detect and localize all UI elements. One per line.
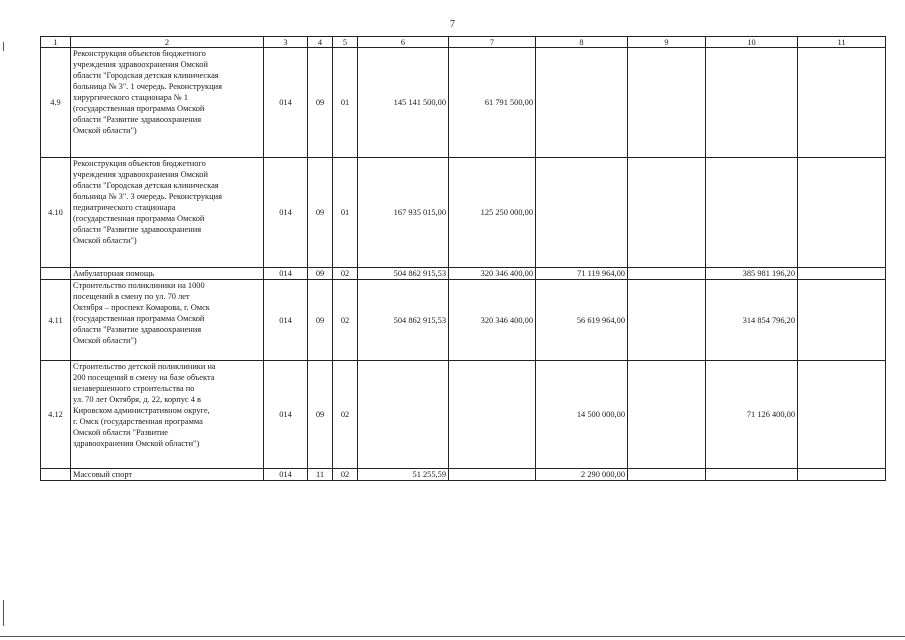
cell-c11 bbox=[798, 48, 886, 158]
cell-c3: 014 bbox=[264, 280, 308, 361]
cell-c8: 14 500 000,00 bbox=[536, 361, 628, 469]
cell-c5: 02 bbox=[333, 268, 358, 280]
cell-c3: 014 bbox=[264, 48, 308, 158]
column-number: 3 bbox=[264, 37, 308, 48]
cell-c11 bbox=[798, 268, 886, 280]
row-name: Реконструкция объектов бюджетного учреждения здравоохранения Омской области "Городская детская клиническая больница № 3". 3 очередь. Реконструкция педиатрического стационара (государственная программа Омской области "Развитие здравоохранения Омской области") bbox=[71, 158, 264, 268]
column-number: 6 bbox=[358, 37, 449, 48]
table-row bbox=[41, 469, 886, 481]
row-number: 4.9 bbox=[41, 48, 71, 158]
cell-c11 bbox=[798, 280, 886, 361]
row-name: Реконструкция объектов бюджетного учреждения здравоохранения Омской области "Городская детская клиническая больница № 3". 1 очередь. Реконструкция хирургического стационара № 1 (государственная программа Омской области "Развитие здравоохранения Омской области") bbox=[71, 48, 264, 158]
cell-c11 bbox=[798, 361, 886, 469]
table-row bbox=[41, 268, 886, 280]
cell-c3: 014 bbox=[264, 158, 308, 268]
cell-c3: 014 bbox=[264, 469, 308, 481]
table-row bbox=[41, 48, 886, 158]
cell-c3: 014 bbox=[264, 361, 308, 469]
cell-c9 bbox=[628, 361, 706, 469]
cell-c7: 320 346 400,00 bbox=[449, 268, 536, 280]
cell-c3: 014 bbox=[264, 268, 308, 280]
cell-c5: 01 bbox=[333, 48, 358, 158]
column-number: 2 bbox=[71, 37, 264, 48]
budget-table bbox=[40, 36, 886, 481]
cell-c10: 314 854 796,20 bbox=[706, 280, 798, 361]
cell-c4: 09 bbox=[308, 158, 333, 268]
column-number: 10 bbox=[706, 37, 798, 48]
cell-c6: 145 141 500,00 bbox=[358, 48, 449, 158]
row-name: Строительство поликлиники на 1000 посещений в смену по ул. 70 лет Октября – проспект Комарова, г. Омск (государственная программа Омской области "Развитие здравоохранения Омской области") bbox=[71, 280, 264, 361]
row-name: Массовый спорт bbox=[71, 469, 264, 481]
cell-c7: 125 250 000,00 bbox=[449, 158, 536, 268]
column-number: 7 bbox=[449, 37, 536, 48]
cell-c9 bbox=[628, 158, 706, 268]
cell-c5: 02 bbox=[333, 469, 358, 481]
table-row bbox=[41, 280, 886, 361]
cell-c8 bbox=[536, 48, 628, 158]
cell-c7: 61 791 500,00 bbox=[449, 48, 536, 158]
cell-c4: 09 bbox=[308, 48, 333, 158]
cell-c6: 504 862 915,53 bbox=[358, 280, 449, 361]
cell-c8: 71 119 964,00 bbox=[536, 268, 628, 280]
column-number: 1 bbox=[41, 37, 71, 48]
cell-c7 bbox=[449, 469, 536, 481]
page-number: 7 bbox=[450, 19, 455, 30]
cell-c10 bbox=[706, 469, 798, 481]
column-number: 11 bbox=[798, 37, 886, 48]
cell-c9 bbox=[628, 280, 706, 361]
cell-c9 bbox=[628, 48, 706, 158]
row-name: Амбулаторная помощь bbox=[71, 268, 264, 280]
row-number: 4.10 bbox=[41, 158, 71, 268]
cell-c10: 385 981 196,20 bbox=[706, 268, 798, 280]
cell-c7 bbox=[449, 361, 536, 469]
cell-c5: 02 bbox=[333, 361, 358, 469]
cell-c4: 09 bbox=[308, 361, 333, 469]
cell-c5: 01 bbox=[333, 158, 358, 268]
cell-c4: 09 bbox=[308, 268, 333, 280]
table-row bbox=[41, 361, 886, 469]
cell-c10 bbox=[706, 158, 798, 268]
cell-c5: 02 bbox=[333, 280, 358, 361]
cell-c9 bbox=[628, 268, 706, 280]
cell-c6 bbox=[358, 361, 449, 469]
cell-c8: 56 619 964,00 bbox=[536, 280, 628, 361]
column-number-row bbox=[41, 37, 886, 48]
cell-c10: 71 126 400,00 bbox=[706, 361, 798, 469]
row-number: 4.12 bbox=[41, 361, 71, 469]
row-number bbox=[41, 268, 71, 280]
cell-c6: 167 935 015,00 bbox=[358, 158, 449, 268]
cell-c4: 09 bbox=[308, 280, 333, 361]
cell-c8: 2 290 000,00 bbox=[536, 469, 628, 481]
row-name: Строительство детской поликлиники на 200 посещений в смену на базе объекта незавершенного строительства по ул. 70 лет Октября, д. 22, корпус 4 в Кировском административном округе, г. Омск (государственная программа Омской области "Развитие здравоохранения Омской области") bbox=[71, 361, 264, 469]
cell-c10 bbox=[706, 48, 798, 158]
column-number: 4 bbox=[308, 37, 333, 48]
scan-edge-mark-bottom-left bbox=[3, 600, 4, 626]
column-number: 5 bbox=[333, 37, 358, 48]
column-number: 9 bbox=[628, 37, 706, 48]
cell-c7: 320 346 400,00 bbox=[449, 280, 536, 361]
row-number bbox=[41, 469, 71, 481]
scan-edge-line-bottom bbox=[0, 636, 905, 637]
row-number: 4.11 bbox=[41, 280, 71, 361]
cell-c6: 51 255,59 bbox=[358, 469, 449, 481]
cell-c4: 11 bbox=[308, 469, 333, 481]
cell-c9 bbox=[628, 469, 706, 481]
column-number: 8 bbox=[536, 37, 628, 48]
cell-c8 bbox=[536, 158, 628, 268]
cell-c11 bbox=[798, 469, 886, 481]
cell-c6: 504 862 915,53 bbox=[358, 268, 449, 280]
cell-c11 bbox=[798, 158, 886, 268]
table-row bbox=[41, 158, 886, 268]
scan-edge-mark-left bbox=[3, 42, 4, 51]
